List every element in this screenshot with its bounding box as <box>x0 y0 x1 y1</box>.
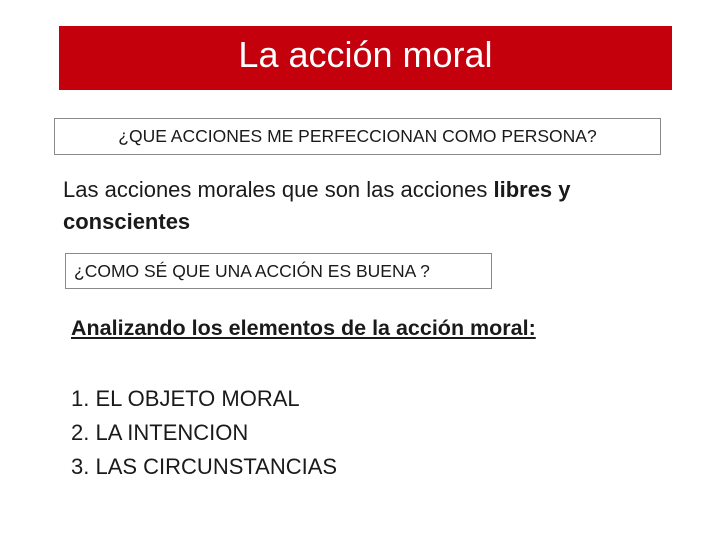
list-item: 2. LA INTENCION <box>71 420 249 445</box>
question-2-text: ¿COMO SÉ QUE UNA ACCIÓN ES BUENA ? <box>74 260 430 281</box>
section-heading: Analizando los elementos de la acción moral: <box>71 316 536 340</box>
list-item: 3. LAS CIRCUNSTANCIAS <box>71 454 338 479</box>
title-banner <box>59 26 672 90</box>
statement-bold-libres: libres <box>493 177 553 202</box>
statement-bold-conscientes: conscientes <box>63 209 191 234</box>
question-box-2 <box>65 253 492 289</box>
statement-bold-connector: y <box>552 177 571 202</box>
statement-paragraph <box>63 174 663 238</box>
slide-title: La acción moral <box>238 34 493 75</box>
question-1-text: ¿QUE ACCIONES ME PERFECCIONAN COMO PERSONA? <box>118 126 597 146</box>
question-box-1 <box>54 118 661 155</box>
elements-list <box>71 382 337 484</box>
list-item: 1. EL OBJETO MORAL <box>71 386 300 411</box>
statement-prefix: Las acciones morales que son las acciones <box>63 177 494 202</box>
